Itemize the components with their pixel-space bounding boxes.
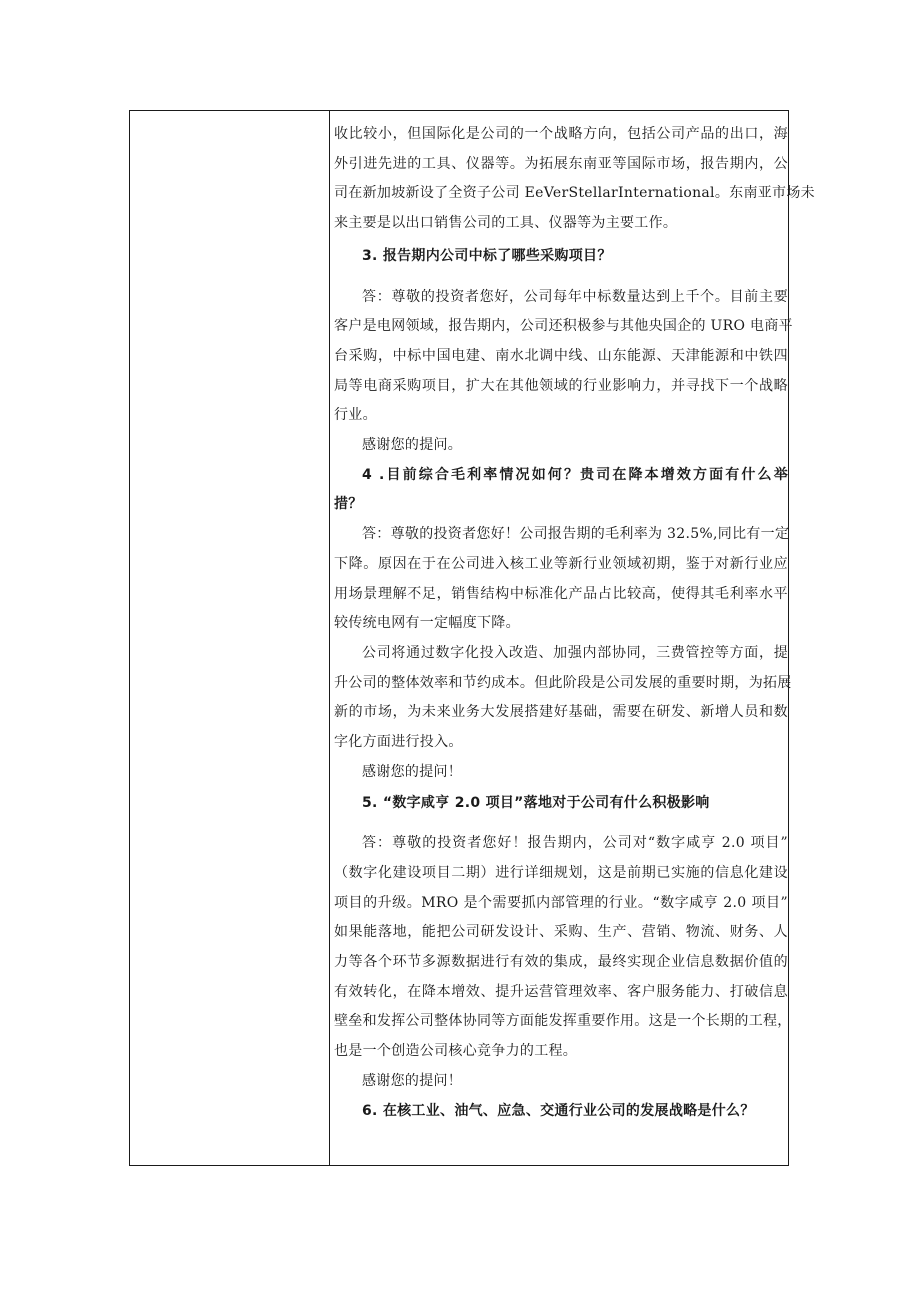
text-line: （数字化建设项目二期）进行详细规划，这是前期已实施的信息化建设: [334, 864, 788, 881]
text-line: 收比较小，但国际化是公司的一个战略方向，包括公司产品的出口，海: [334, 126, 788, 142]
document-table: [129, 110, 815, 1166]
text-line: 行业。: [334, 407, 377, 424]
text-line: 外引进先进的工具、仪器等。为拓展东南亚等国际市场，报告期内，公: [334, 155, 788, 172]
text-line: 感谢您的提问！: [362, 1072, 463, 1089]
text-line: 下降。原因在于在公司进入核工业等新行业领域初期，鉴于对新行业应: [334, 555, 788, 572]
text-line: 壁垒和发挥公司整体协同等方面能发挥重要作用。这是一个长期的工程，: [334, 1013, 792, 1030]
text-line: 如果能落地，能把公司研发设计、采购、生产、营销、物流、财务、人: [334, 924, 788, 941]
question-4: [334, 461, 788, 520]
text-line: 感谢您的提问。: [362, 437, 463, 454]
thanks-4: [334, 758, 788, 788]
table-right-cell: [330, 111, 815, 1165]
text-line: 答：尊敬的投资者您好！报告期内，公司对“数字咸亨 2.0 项目”: [362, 835, 788, 852]
text-line: 来主要是以出口销售公司的工具、仪器等为主要工作。: [334, 215, 678, 232]
text-line: 感谢您的提问！: [362, 763, 463, 780]
text-line: 局等电商采购项目，扩大在其他领域的行业影响力，并寻找下一个战略: [334, 377, 788, 394]
text-line: 台采购，中标中国电建、南水北调中线、山东能源、天津能源和中铁四: [334, 347, 788, 364]
question-heading: 4 .目前综合毛利率情况如何？贵司在降本增效方面有什么举: [362, 466, 788, 483]
text-line: 也是一个创造公司核心竞争力的工程。: [334, 1043, 578, 1060]
answer-4-continued: [334, 639, 792, 758]
text-line: 字化方面进行投入。: [334, 734, 463, 751]
text-line: 答：尊敬的投资者您好！公司报告期的毛利率为 32.5%,同比有一定: [362, 526, 790, 543]
text-line: 较传统电网有一定幅度下降。: [334, 615, 520, 632]
table-left-cell: [130, 111, 330, 1165]
text-line: 答：尊敬的投资者您好，公司每年中标数量达到上千个。目前主要: [362, 288, 788, 305]
text-line: 有效转化，在降本增效、提升运营管理效率、客户服务能力、打破信息: [334, 983, 788, 1000]
text-line: 升公司的整体效率和节约成本。但此阶段是公司发展的重要时期，为拓展: [334, 674, 792, 691]
thanks-5: [334, 1067, 788, 1097]
text-line: 项目的升级。MRO 是个需要抓内部管理的行业。“数字咸亨 2.0 项目”: [334, 894, 788, 911]
paragraph-international: [334, 120, 815, 239]
question-5: [334, 789, 788, 819]
question-heading: 6. 在核工业、油气、应急、交通行业公司的发展战略是什么？: [362, 1102, 755, 1119]
text-line: 司在新加坡新设了全资子公司 EeVerStellarInternational。东南亚市场未: [334, 185, 815, 202]
text-line: 力等各个环节多源数据进行有效的集成，最终实现企业信息数据价值的: [334, 953, 788, 970]
text-line: 公司将通过数字化投入改造、加强内部协同，三费管控等方面，提: [362, 644, 788, 661]
question-6: [334, 1097, 788, 1127]
question-3: [334, 242, 788, 272]
question-heading: 3. 报告期内公司中标了哪些采购项目？: [362, 247, 612, 264]
text-line: 用场景理解不足，销售结构中标准化产品占比较高，使得其毛利率水平: [334, 585, 788, 602]
answer-4: [334, 520, 788, 639]
answer-3: [334, 283, 793, 432]
text-line: 客户是电网领域，报告期内，公司还积极参与其他央国企的 URO 电商平: [334, 318, 793, 335]
text-line: 新的市场，为未来业务大发展搭建好基础，需要在研发、新增人员和数: [334, 704, 788, 721]
thanks-3: [334, 431, 788, 461]
question-heading: 5. “数字咸亨 2.0 项目”落地对于公司有什么积极影响: [362, 795, 710, 812]
answer-5: [334, 829, 792, 1067]
question-heading: 措？: [334, 496, 363, 513]
